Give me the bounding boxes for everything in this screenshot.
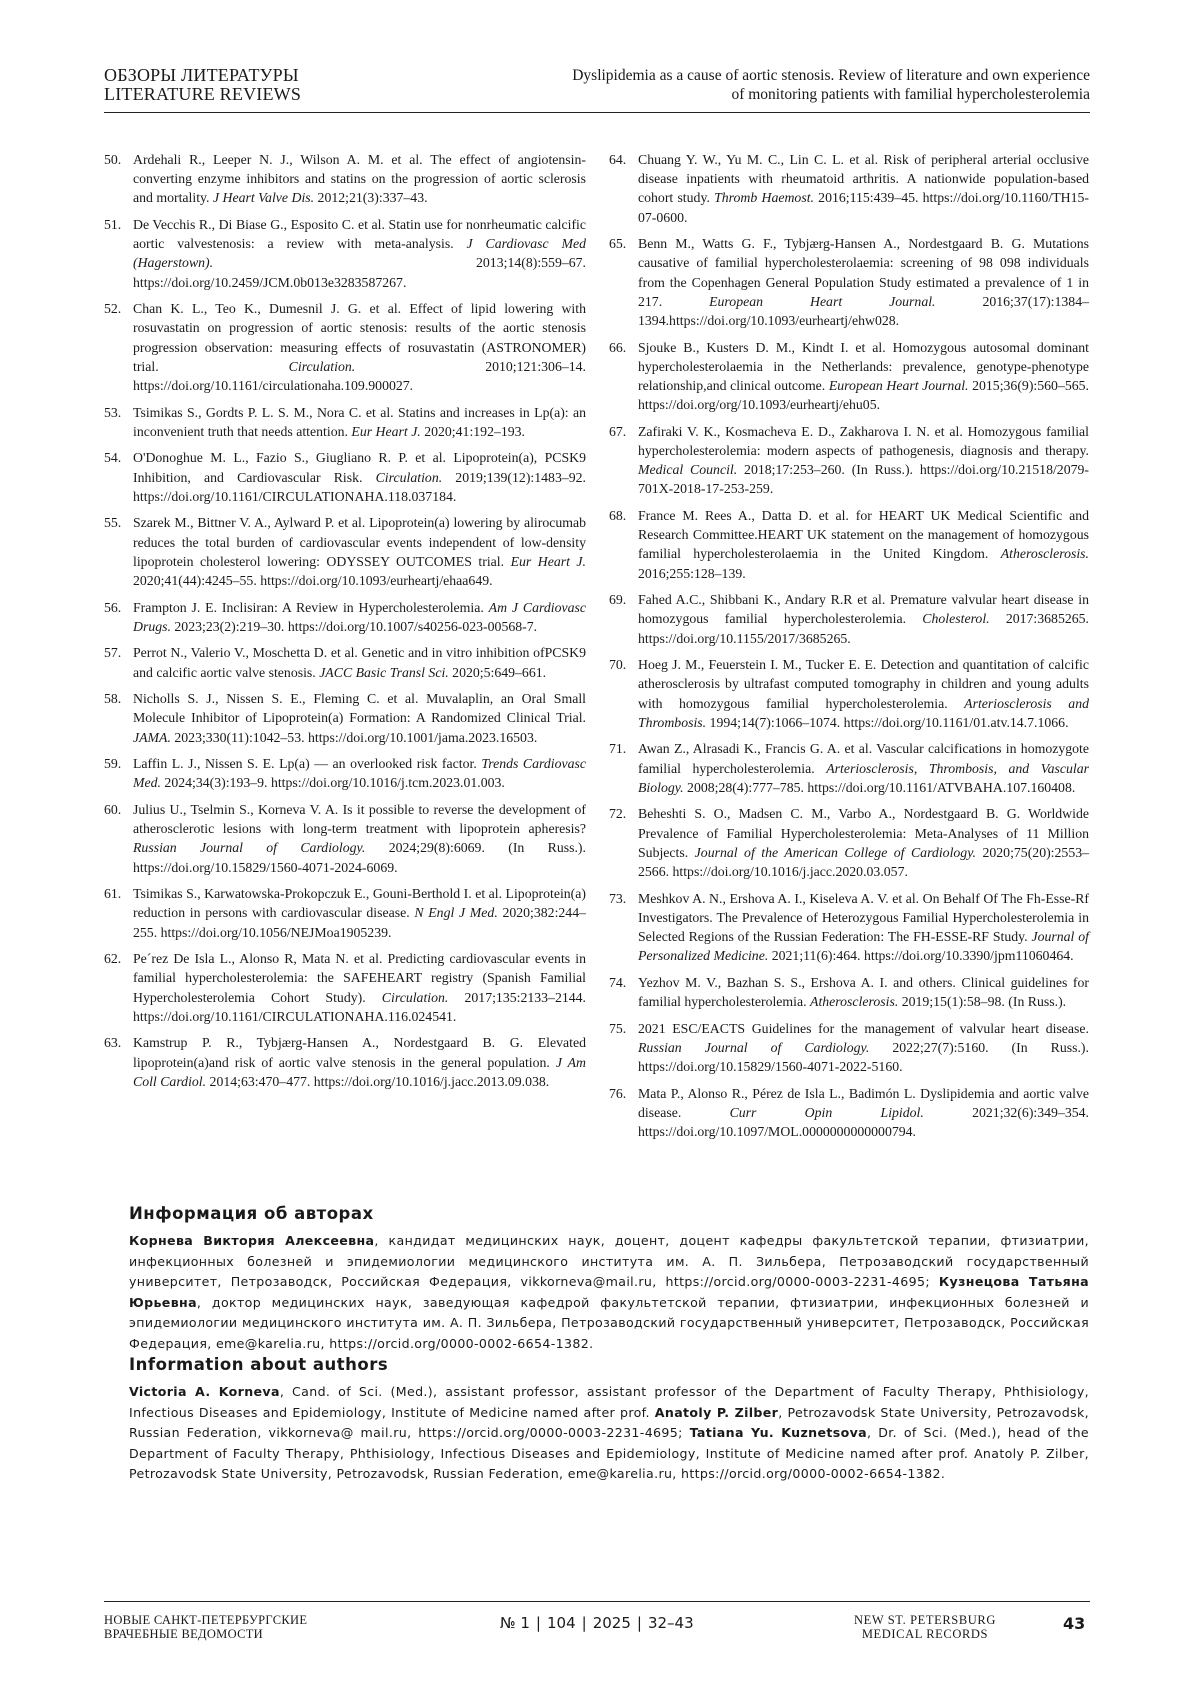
journal-name-en [854,1613,996,1641]
reference-number: 68. [609,506,626,525]
reference-item [104,513,586,590]
reference-details: 2018;17:253–260. (In Russ.). https://doi.org/10.21518/2079-701X-2018-17-253-259. [638,462,1089,496]
reference-details: 2024;34(3):193–9. https://doi.org/10.1016/j.tcm.2023.01.003. [161,775,505,790]
author-name: Кузнецова Татьяна Юрьевна [129,1274,1089,1310]
reference-text: O'Donoghue M. L., Fazio S., Giugliano R. P. et al. Lipoprotein(a), PCSK9 Inhibition, and Cardiovascular Risk. [133,450,586,484]
reference-details: 2016;37(17):1384–1394.https://doi.org/10.1093/eurheartj/ehw028. [638,294,1089,328]
reference-text: France M. Rees A., Datta D. et al. for HEART UK Medical Scientific and Research Committee.HEART UK statement on the management of homozygous familial hypercholesterolaemia in the United Kingdom. [638,508,1089,561]
references-left-column [104,150,586,1098]
reference-item [609,804,1089,881]
reference-item [609,1084,1089,1142]
reference-item [104,643,586,681]
reference-details: 2020;5:649–661. [449,665,546,680]
reference-item [104,884,586,942]
reference-number: 73. [609,889,626,908]
reference-details: 2012;21(3):337–43. [314,190,427,205]
reference-number: 61. [104,884,121,903]
reference-item [104,689,586,747]
reference-journal: Am J Cardiovasc Drugs. [133,600,586,634]
author-name: Anatoly P. Zilber [655,1405,778,1420]
reference-text: Chan K. L., Teo K., Dumesnil J. G. et al. Effect of lipid lowering with rosuvastatin on progression of aortic stenosis: results of the aortic stenosis progression observation: measuring effects of rosuvastatin (ASTRONOMER) trial. [133,301,586,374]
reference-text: Zafiraki V. K., Kosmacheva E. D., Zakharova I. N. et al. Homozygous familial hypercholesterolemia: modern aspects of pathogenesis, diagnosis and therapy. [638,424,1089,458]
reference-item [609,338,1089,415]
reference-number: 72. [609,804,626,823]
reference-item [104,150,586,208]
reference-item [609,739,1089,797]
reference-number: 58. [104,689,121,708]
reference-journal: N Engl J Med. [414,905,497,920]
reference-number: 76. [609,1084,626,1103]
reference-details: 2015;36(9):560–565. https://doi.org/org/10.1093/eurheartj/ehu05. [638,378,1089,412]
reference-details: 1994;14(7):1066–1074. https://doi.org/10.1161/01.atv.14.7.1066. [706,715,1068,730]
reference-number: 56. [104,598,121,617]
reference-journal: J Am Coll Cardiol. [133,1055,586,1089]
reference-number: 71. [609,739,626,758]
reference-details: 2010;121:306–14. https://doi.org/10.1161/circulationaha.109.900027. [133,359,586,393]
reference-details: 2020;41:192–193. [421,424,525,439]
reference-item [104,754,586,792]
reference-journal: Atherosclerosis. [1001,546,1089,561]
reference-journal: Medical Council. [638,462,737,477]
author-info: , Dr. of Sci. (Med.), head of the Department of Faculty Therapy, Phthisiology, Infectious Diseases and Epidemiology, Institute of Medicine named after prof. Anatoly P. Zilber, Petrozavodsk State University, Petrozavodsk, Russian Federation, eme@karelia.ru, https://orcid.org/0000-0002-6654-1382. [129,1425,1089,1481]
reference-journal: Eur Heart J. [351,424,420,439]
reference-journal: Curr Opin Lipidol. [730,1105,924,1120]
reference-journal: J Heart Valve Dis. [213,190,314,205]
reference-text: Szarek M., Bittner V. A., Aylward P. et al. Lipoprotein(a) lowering by alirocumab reduces the total burden of cardiovascular events independent of low-density lipoprotein cholesterol lowering: ODYSSEY OUTCOMES trial. [133,515,586,568]
reference-journal: Arteriosclerosis and Thrombosis. [638,696,1089,730]
reference-number: 52. [104,299,121,318]
reference-details: 2017;135:2133–2144. https://doi.org/10.1161/CIRCULATIONAHA.116.024541. [133,990,586,1024]
journal-name-en-line1: NEW ST. PETERSBURG [854,1613,996,1627]
author-info: , кандидат медицинских наук, доцент, доцент кафедры факультетской терапии, фтизиатрии, инфекционных болезней и эпидемиологии медицинского института им. А. П. Зильбера, Петрозаводский государственный университет, Петрозаводск, Российская Федерация, vikkorneva@mail.ru, https://orcid.org/0000-0003-2231-4695; [129,1233,1089,1289]
reference-text: Julius U., Tselmin S., Korneva V. A. Is it possible to reverse the development of atherosclerotic lesions with long-term treatment with lipoprotein apheresis? [133,802,586,836]
reference-details: 2016;255:128–139. [638,566,746,581]
reference-text: Sjouke B., Kusters D. M., Kindt I. et al. Homozygous autosomal dominant hypercholesterolaemia in the Netherlands: prevalence, genotype-phenotype relationship,and clinical outcome. [638,340,1089,393]
reference-number: 74. [609,973,626,992]
journal-name-en-line2: MEDICAL RECORDS [854,1627,996,1641]
reference-details: 2016;115:439–45. https://doi.org/10.1160/TH15-07-0600. [638,190,1089,224]
reference-number: 59. [104,754,121,773]
reference-number: 66. [609,338,626,357]
reference-text: Pe´rez De Isla L., Alonso R, Mata N. et al. Predicting cardiovascular events in familial hypercholesterolemia: the SAFEHEART registry (Spanish Familial Hypercholesterolemia Cohort Study). [133,951,586,1004]
reference-item [104,403,586,441]
reference-item [104,598,586,636]
reference-details: 2013;14(8):559–67. https://doi.org/10.2459/JCM.0b013e3283587267. [133,255,586,289]
reference-text: Frampton J. E. Inclisiran: A Review in Hypercholesterolemia. [133,600,489,615]
reference-details: 2022;27(7):5160. (In Russ.). https://doi.org/10.15829/1560-4071-2022-5160. [638,1040,1089,1074]
reference-text: Mata P., Alonso R., Pérez de Isla L., Badimón L. Dyslipidemia and aortic valve disease. [638,1086,1089,1120]
authors-en-title: Information about authors [129,1355,388,1374]
reference-text: Laffin L. J., Nissen S. E. Lp(a) — an overlooked risk factor. [133,756,481,771]
reference-text: Meshkov A. N., Ershova A. I., Kiseleva A. V. et al. On Behalf Of The Fh-Esse-Rf Investigators. The Prevalence of Heterozygous Familial Hypercholesterolemia in Selected Regions of the Russian Federation: The FH-ESSE-RF Study. [638,891,1089,944]
reference-number: 60. [104,800,121,819]
reference-journal: European Heart Journal. [709,294,935,309]
section-label [104,66,301,104]
reference-journal: Russian Journal of Cardiology. [133,840,365,855]
reference-number: 53. [104,403,121,422]
reference-details: 2017:3685265. https://doi.org/10.1155/2017/3685265. [638,611,1089,645]
reference-item [609,506,1089,583]
reference-journal: Circulation. [289,359,356,374]
reference-journal: J Cardiovasc Med (Hagerstown). [133,236,586,270]
journal-name-ru [104,1613,307,1641]
running-title-line1: Dyslipidemia as a cause of aortic stenosis. Review of literature and own experience [572,66,1090,85]
reference-details: 2024;29(8):6069. (In Russ.). https://doi.org/10.15829/1560-4071-2024-6069. [133,840,586,874]
reference-journal: Circulation. [376,470,443,485]
reference-number: 50. [104,150,121,169]
running-title-line2: of monitoring patients with familial hypercholesterolemia [572,85,1090,104]
reference-journal: Eur Heart J. [511,554,586,569]
reference-journal: JACC Basic Transl Sci. [319,665,449,680]
reference-journal: Journal of Personalized Medicine. [638,929,1089,963]
author-name: Корнева Виктория Алексеевна [129,1233,374,1248]
authors-ru-paragraph [129,1231,1089,1355]
reference-item [609,590,1089,648]
reference-number: 62. [104,949,121,968]
reference-item [104,299,586,395]
reference-text: Ardehali R., Leeper N. J., Wilson A. M. et al. The effect of angiotensin-converting enzyme inhibitors and statins on the progression of aortic sclerosis and mortality. [133,152,586,205]
reference-text: Benn M., Watts G. F., Tybjærg-Hansen A., Nordestgaard B. G. Mutations causative of familial hypercholesterolaemia: screening of 98 098 individuals from the Copenhagen General Population Study estimated a prevalence of 1 in 217. [638,236,1089,309]
reference-item [104,1033,586,1091]
reference-details: 2020;41(44):4245–55. https://doi.org/10.1093/eurheartj/ehaa649. [133,573,493,588]
reference-text: Tsimikas S., Karwatowska-Prokopczuk E., Gouni-Berthold I. et al. Lipoprotein(a) reduction in persons with cardiovascular disease. [133,886,586,920]
reference-number: 55. [104,513,121,532]
reference-item [609,655,1089,732]
author-info: , доктор медицинских наук, заведующая кафедрой факультетской терапии, фтизиатрии, инфекционных болезней и эпидемиологии медицинского института им. А. П. Зильбера, Петрозаводский государственный университет, Петрозаводск, Российская Федерация, eme@karelia.ru, https://orcid.org/0000-0002-6654-1382. [129,1295,1089,1351]
reference-number: 67. [609,422,626,441]
section-label-en: LITERATURE REVIEWS [104,85,301,104]
reference-journal: Cholesterol. [922,611,989,626]
reference-text: Yezhov M. V., Bazhan S. S., Ershova A. I. and others. Clinical guidelines for familial hypercholesterolemia. [638,975,1089,1009]
reference-number: 70. [609,655,626,674]
reference-number: 64. [609,150,626,169]
authors-en-paragraph [129,1382,1089,1485]
reference-details: 2020;75(20):2553–2566. https://doi.org/10.1016/j.jacc.2020.03.057. [638,845,1089,879]
reference-number: 75. [609,1019,626,1038]
references-right-column [609,150,1089,1149]
issue-total: 104 [547,1614,576,1632]
reference-journal: Atherosclerosis. [810,994,898,1009]
reference-journal: European Heart Journal. [829,378,969,393]
author-name: Tatiana Yu. Kuznetsova [690,1425,867,1440]
author-name: Victoria A. Korneva [129,1384,280,1399]
running-title [572,66,1090,104]
reference-number: 65. [609,234,626,253]
reference-details: 2021;32(6):349–354. https://doi.org/10.1097/MOL.0000000000000794. [638,1105,1089,1139]
journal-name-ru-line1: НОВЫЕ САНКТ-ПЕТЕРБУРГСКИЕ [104,1613,307,1627]
reference-journal: JAMA. [133,730,171,745]
reference-text: Awan Z., Alrasadi K., Francis G. A. et al. Vascular calcifications in homozygote familial hypercholesterolemia. [638,741,1089,775]
author-info: , Petrozavodsk State University, Petrozavodsk, Russian Federation, vikkorneva@ mail.ru, https://orcid.org/0000-0003-2231-4695; [129,1405,1089,1441]
issue-pages: 32–43 [648,1614,694,1632]
reference-number: 51. [104,215,121,234]
reference-text: Beheshti S. O., Madsen C. M., Varbo A., Nordestgaard B. G. Worldwide Prevalence of Familial Hypercholesterolemia: Meta-Analyses of 11 Million Subjects. [638,806,1089,859]
reference-details: 2014;63:470–477. https://doi.org/10.1016/j.jacc.2013.09.038. [206,1074,549,1089]
reference-item [609,234,1089,330]
reference-item [104,448,586,506]
page-number: 43 [1063,1614,1085,1633]
reference-text: Fahed A.C., Shibbani K., Andary R.R et al. Premature valvular heart disease in homozygous familial hypercholesterolemia. [638,592,1089,626]
page-header [104,66,1090,113]
footer-divider [104,1601,1090,1602]
reference-text: Perrot N., Valerio V., Moschetta D. et al. Genetic and in vitro inhibition ofPCSK9 and calcific aortic valve stenosis. [133,645,586,679]
reference-journal: Circulation. [382,990,449,1005]
authors-ru-title: Информация об авторах [129,1204,374,1223]
reference-text: Kamstrup P. R., Tybjærg-Hansen A., Nordestgaard B. G. Elevated lipoprotein(a)and risk of aortic valve stenosis in the general population. [133,1035,586,1069]
reference-details: 2019;139(12):1483–92. https://doi.org/10.1161/CIRCULATIONAHA.118.037184. [133,470,586,504]
reference-number: 54. [104,448,121,467]
reference-details: 2019;15(1):58–98. (In Russ.). [898,994,1066,1009]
reference-details: 2023;23(2):219–30. https://doi.org/10.1007/s40256-023-00568-7. [171,619,537,634]
reference-item [104,949,586,1026]
reference-details: 2008;28(4):777–785. https://doi.org/10.1161/ATVBAHA.107.160408. [684,780,1076,795]
reference-item [609,973,1089,1011]
reference-journal: Arteriosclerosis, Thrombosis, and Vascular Biology. [638,761,1089,795]
reference-journal: Journal of the American College of Cardiology. [695,845,976,860]
reference-journal: Russian Journal of Cardiology. [638,1040,869,1055]
reference-details: 2020;382:244–255. https://doi.org/10.1056/NEJMoa1905239. [133,905,586,939]
reference-details: 2021;11(6):464. https://doi.org/10.3390/jpm11060464. [768,948,1073,963]
reference-item [609,422,1089,499]
journal-name-ru-line2: ВРАЧЕБНЫЕ ВЕДОМОСТИ [104,1627,307,1641]
reference-item [104,800,586,877]
issue-number: № 1 [500,1614,530,1632]
reference-text: Hoeg J. M., Feuerstein I. M., Tucker E. E. Detection and quantitation of calcific atherosclerosis by ultrafast computed tomography in children and young adults with homozygous familial hypercholesterolemia. [638,657,1089,710]
issue-info: № 1 | 104 | 2025 | 32–43 [500,1614,694,1632]
reference-text: Tsimikas S., Gordts P. L. S. M., Nora C. et al. Statins and increases in Lp(a): an inconvenient truth that needs attention. [133,405,586,439]
issue-year: 2025 [593,1614,631,1632]
section-label-ru: ОБЗОРЫ ЛИТЕРАТУРЫ [104,66,301,85]
author-info: , Cand. of Sci. (Med.), assistant professor, assistant professor of the Department of Faculty Therapy, Phthisiology, Infectious Diseases and Epidemiology, Institute of Medicine named after prof. [129,1384,1089,1420]
reference-details: 2023;330(11):1042–53. https://doi.org/10.1001/jama.2023.16503. [171,730,537,745]
reference-item [104,215,586,292]
reference-text: Chuang Y. W., Yu M. C., Lin C. L. et al. Risk of peripheral arterial occlusive disease inpatients with rheumatoid arthritis. A nationwide population-based cohort study. [638,152,1089,205]
reference-text: Nicholls S. J., Nissen S. E., Fleming C. et al. Muvalaplin, an Oral Small Molecule Inhibitor of Lipoprotein(a) Formation: A Randomized Clinical Trial. [133,691,586,725]
reference-number: 57. [104,643,121,662]
reference-text: De Vecchis R., Di Biase G., Esposito C. et al. Statin use for nonrheumatic calcific aortic valvestenosis: a review with meta-analysis. [133,217,586,251]
reference-item [609,150,1089,227]
reference-number: 69. [609,590,626,609]
reference-number: 63. [104,1033,121,1052]
reference-journal: Trends Cardiovasc Med. [133,756,586,790]
reference-text: 2021 ESC/EACTS Guidelines for the management of valvular heart disease. [638,1021,1089,1036]
reference-journal: Thromb Haemost. [714,190,814,205]
reference-item [609,889,1089,966]
reference-item [609,1019,1089,1077]
